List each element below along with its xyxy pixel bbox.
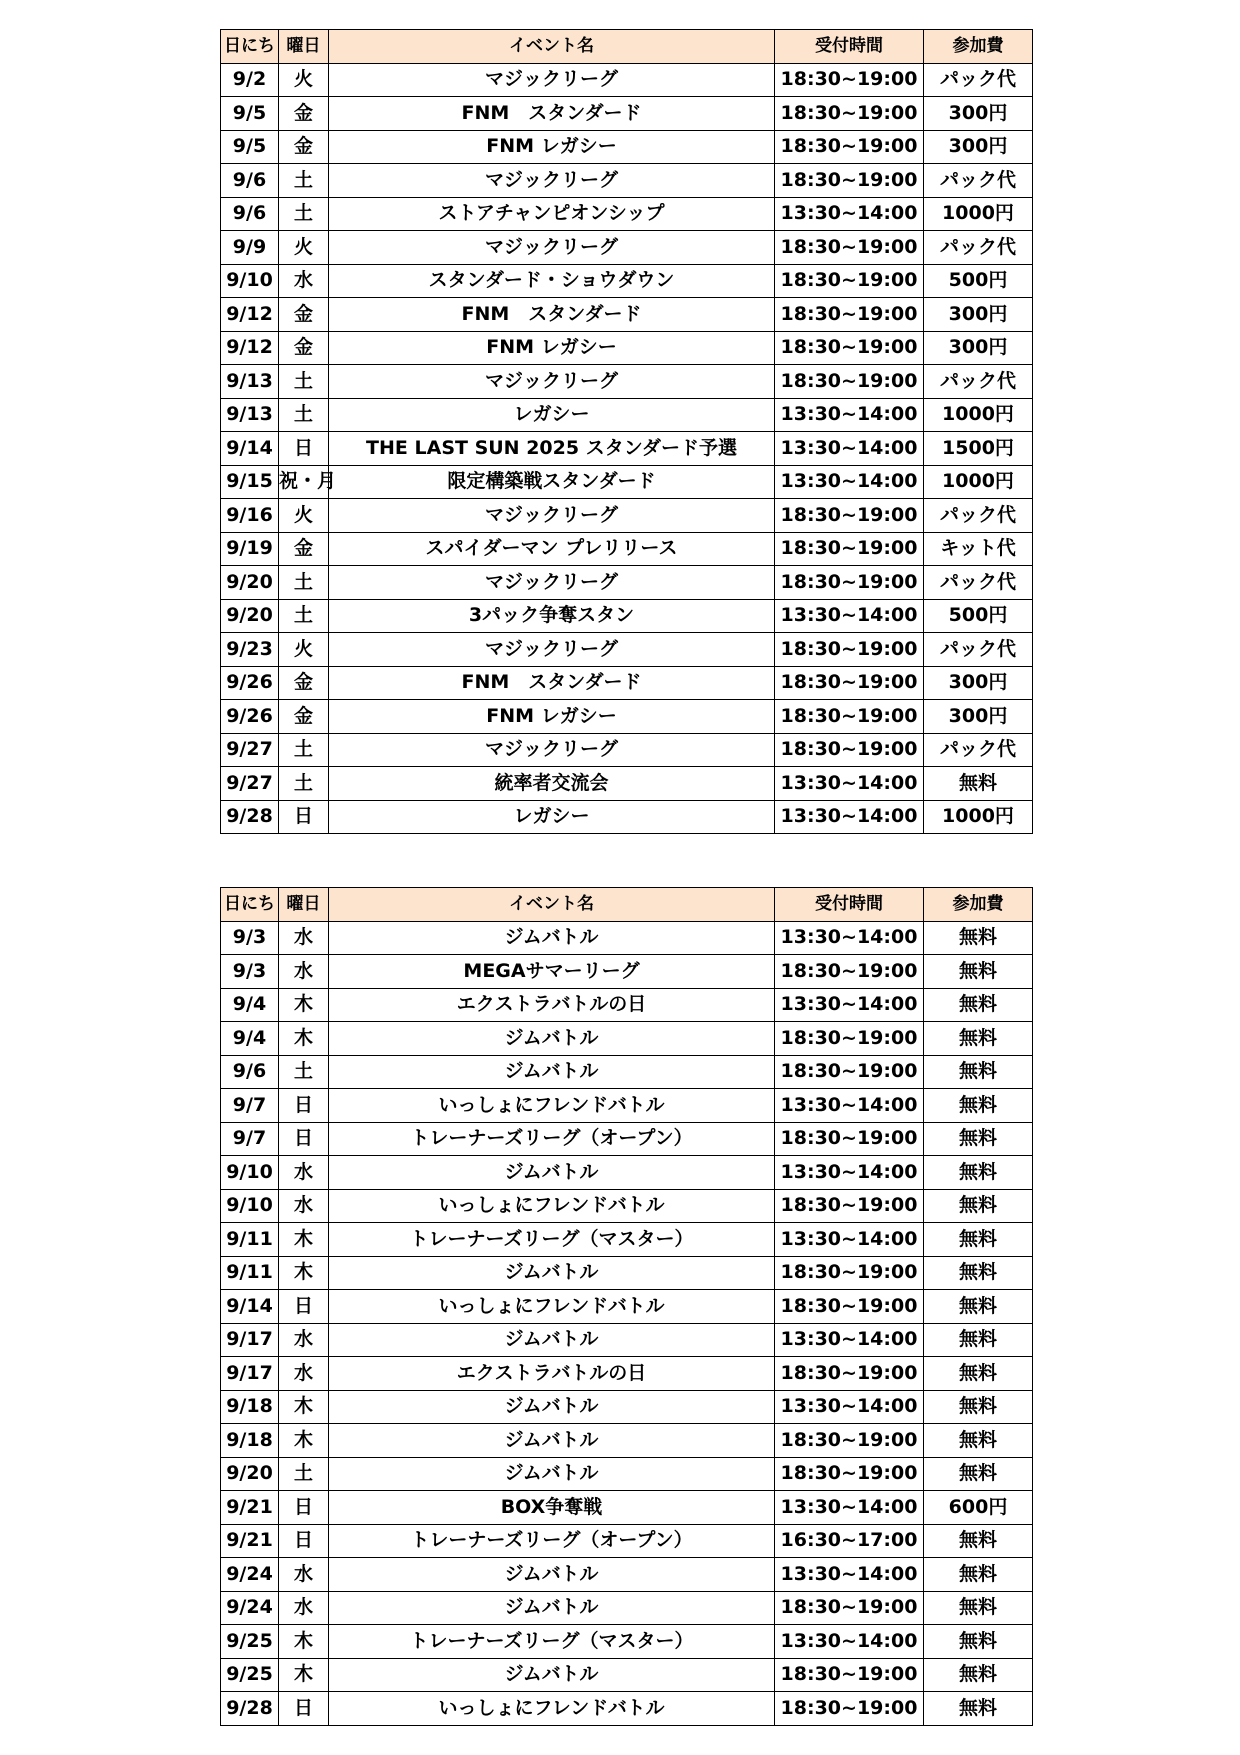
day-cell: 金 xyxy=(279,298,329,332)
event-name-cell: ジムバトル xyxy=(329,1558,775,1592)
day-cell: 木 xyxy=(279,1390,329,1424)
date-cell: 9/6 xyxy=(221,1055,279,1089)
fee-cell: 無料 xyxy=(924,1122,1033,1156)
table-row xyxy=(221,499,1033,533)
table-row xyxy=(221,1625,1033,1659)
table-row xyxy=(221,1424,1033,1458)
table-row xyxy=(221,331,1033,365)
date-cell: 9/4 xyxy=(221,1022,279,1056)
date-cell: 9/21 xyxy=(221,1524,279,1558)
event-name-cell: スタンダード・ショウダウン xyxy=(329,264,775,298)
fee-cell: 500円 xyxy=(924,599,1033,633)
table-row xyxy=(221,1223,1033,1257)
table-row xyxy=(221,1256,1033,1290)
day-cell: 土 xyxy=(279,767,329,801)
table-row xyxy=(221,1055,1033,1089)
reception-time-cell: 18:30~19:00 xyxy=(775,97,924,131)
table-row xyxy=(221,1524,1033,1558)
event-name-cell: ジムバトル xyxy=(329,1658,775,1692)
event-name-cell: ジムバトル xyxy=(329,1390,775,1424)
day-cell: 祝・月 xyxy=(279,465,329,499)
event-name-cell: FNM スタンダード xyxy=(329,666,775,700)
event-name-cell: FNM レガシー xyxy=(329,700,775,734)
reception-time-cell: 18:30~19:00 xyxy=(775,164,924,198)
date-cell: 9/27 xyxy=(221,767,279,801)
date-cell: 9/25 xyxy=(221,1658,279,1692)
fee-cell: 300円 xyxy=(924,700,1033,734)
date-cell: 9/28 xyxy=(221,1692,279,1726)
date-cell: 9/17 xyxy=(221,1323,279,1357)
fee-cell: 300円 xyxy=(924,331,1033,365)
fee-cell: パック代 xyxy=(924,63,1033,97)
day-cell: 火 xyxy=(279,633,329,667)
fee-cell: 無料 xyxy=(924,1591,1033,1625)
reception-time-cell: 18:30~19:00 xyxy=(775,666,924,700)
day-cell: 木 xyxy=(279,1658,329,1692)
fee-cell: 無料 xyxy=(924,1658,1033,1692)
reception-time-cell: 18:30~19:00 xyxy=(775,733,924,767)
reception-time-cell: 13:30~14:00 xyxy=(775,1390,924,1424)
header-day: 曜日 xyxy=(279,30,329,64)
table-body xyxy=(221,921,1033,1725)
event-name-cell: ジムバトル xyxy=(329,1256,775,1290)
date-cell: 9/4 xyxy=(221,988,279,1022)
event-name-cell: ジムバトル xyxy=(329,921,775,955)
date-cell: 9/27 xyxy=(221,733,279,767)
event-name-cell: スパイダーマン プレリリース xyxy=(329,532,775,566)
day-cell: 水 xyxy=(279,1558,329,1592)
header-time: 受付時間 xyxy=(775,888,924,922)
day-cell: 火 xyxy=(279,63,329,97)
event-name-cell: ジムバトル xyxy=(329,1591,775,1625)
event-name-cell: マジックリーグ xyxy=(329,633,775,667)
fee-cell: 無料 xyxy=(924,1022,1033,1056)
reception-time-cell: 13:30~14:00 xyxy=(775,465,924,499)
fee-cell: 無料 xyxy=(924,1357,1033,1391)
event-name-cell: トレーナーズリーグ（マスター） xyxy=(329,1625,775,1659)
table-row xyxy=(221,767,1033,801)
table-row xyxy=(221,1491,1033,1525)
event-name-cell: いっしょにフレンドバトル xyxy=(329,1089,775,1123)
reception-time-cell: 18:30~19:00 xyxy=(775,1692,924,1726)
date-cell: 9/26 xyxy=(221,666,279,700)
day-cell: 金 xyxy=(279,331,329,365)
fee-cell: 無料 xyxy=(924,1558,1033,1592)
reception-time-cell: 13:30~14:00 xyxy=(775,1156,924,1190)
date-cell: 9/16 xyxy=(221,499,279,533)
day-cell: 土 xyxy=(279,1457,329,1491)
date-cell: 9/9 xyxy=(221,231,279,265)
event-name-cell: ジムバトル xyxy=(329,1323,775,1357)
reception-time-cell: 18:30~19:00 xyxy=(775,955,924,989)
table-row xyxy=(221,633,1033,667)
reception-time-cell: 18:30~19:00 xyxy=(775,1256,924,1290)
fee-cell: 無料 xyxy=(924,767,1033,801)
event-name-cell: マジックリーグ xyxy=(329,63,775,97)
date-cell: 9/3 xyxy=(221,921,279,955)
fee-cell: パック代 xyxy=(924,231,1033,265)
table-row xyxy=(221,1658,1033,1692)
date-cell: 9/19 xyxy=(221,532,279,566)
event-name-cell: FNM レガシー xyxy=(329,331,775,365)
reception-time-cell: 13:30~14:00 xyxy=(775,800,924,834)
day-cell: 火 xyxy=(279,231,329,265)
reception-time-cell: 13:30~14:00 xyxy=(775,1323,924,1357)
reception-time-cell: 18:30~19:00 xyxy=(775,130,924,164)
event-name-cell: エクストラバトルの日 xyxy=(329,1357,775,1391)
reception-time-cell: 18:30~19:00 xyxy=(775,1290,924,1324)
date-cell: 9/18 xyxy=(221,1390,279,1424)
day-cell: 木 xyxy=(279,1625,329,1659)
reception-time-cell: 18:30~19:00 xyxy=(775,1189,924,1223)
reception-time-cell: 18:30~19:00 xyxy=(775,1357,924,1391)
day-cell: 水 xyxy=(279,1156,329,1190)
header-fee: 参加費 xyxy=(924,888,1033,922)
fee-cell: 無料 xyxy=(924,1390,1033,1424)
reception-time-cell: 13:30~14:00 xyxy=(775,432,924,466)
event-name-cell: マジックリーグ xyxy=(329,231,775,265)
event-name-cell: マジックリーグ xyxy=(329,733,775,767)
event-name-cell: BOX争奪戦 xyxy=(329,1491,775,1525)
reception-time-cell: 18:30~19:00 xyxy=(775,1658,924,1692)
fee-cell: 無料 xyxy=(924,1290,1033,1324)
day-cell: 日 xyxy=(279,1089,329,1123)
day-cell: 木 xyxy=(279,988,329,1022)
date-cell: 9/14 xyxy=(221,1290,279,1324)
fee-cell: 無料 xyxy=(924,921,1033,955)
fee-cell: 1000円 xyxy=(924,197,1033,231)
event-name-cell: いっしょにフレンドバトル xyxy=(329,1290,775,1324)
table-body xyxy=(221,63,1033,834)
day-cell: 水 xyxy=(279,955,329,989)
day-cell: 木 xyxy=(279,1424,329,1458)
date-cell: 9/11 xyxy=(221,1223,279,1257)
reception-time-cell: 18:30~19:00 xyxy=(775,231,924,265)
fee-cell: 無料 xyxy=(924,1156,1033,1190)
event-name-cell: トレーナーズリーグ（マスター） xyxy=(329,1223,775,1257)
day-cell: 日 xyxy=(279,800,329,834)
day-cell: 土 xyxy=(279,733,329,767)
fee-cell: 300円 xyxy=(924,666,1033,700)
table-row xyxy=(221,1558,1033,1592)
date-cell: 9/6 xyxy=(221,197,279,231)
event-name-cell: トレーナーズリーグ（オープン） xyxy=(329,1122,775,1156)
reception-time-cell: 13:30~14:00 xyxy=(775,1491,924,1525)
reception-time-cell: 18:30~19:00 xyxy=(775,566,924,600)
table-row xyxy=(221,398,1033,432)
event-name-cell: FNM スタンダード xyxy=(329,298,775,332)
day-cell: 水 xyxy=(279,1189,329,1223)
fee-cell: 600円 xyxy=(924,1491,1033,1525)
header-fee: 参加費 xyxy=(924,30,1033,64)
table-row xyxy=(221,1189,1033,1223)
date-cell: 9/28 xyxy=(221,800,279,834)
table-row xyxy=(221,666,1033,700)
day-cell: 金 xyxy=(279,130,329,164)
fee-cell: パック代 xyxy=(924,164,1033,198)
date-cell: 9/20 xyxy=(221,1457,279,1491)
fee-cell: 300円 xyxy=(924,130,1033,164)
date-cell: 9/13 xyxy=(221,398,279,432)
day-cell: 木 xyxy=(279,1256,329,1290)
reception-time-cell: 18:30~19:00 xyxy=(775,633,924,667)
day-cell: 金 xyxy=(279,532,329,566)
fee-cell: 300円 xyxy=(924,298,1033,332)
reception-time-cell: 13:30~14:00 xyxy=(775,1625,924,1659)
day-cell: 土 xyxy=(279,599,329,633)
date-cell: 9/12 xyxy=(221,298,279,332)
fee-cell: パック代 xyxy=(924,633,1033,667)
day-cell: 土 xyxy=(279,1055,329,1089)
table-row xyxy=(221,1022,1033,1056)
table-row xyxy=(221,264,1033,298)
date-cell: 9/14 xyxy=(221,432,279,466)
fee-cell: 無料 xyxy=(924,1424,1033,1458)
event-name-cell: マジックリーグ xyxy=(329,164,775,198)
fee-cell: 無料 xyxy=(924,1189,1033,1223)
table-row xyxy=(221,700,1033,734)
day-cell: 水 xyxy=(279,921,329,955)
table-row xyxy=(221,1122,1033,1156)
table-row xyxy=(221,733,1033,767)
fee-cell: 1000円 xyxy=(924,398,1033,432)
date-cell: 9/7 xyxy=(221,1122,279,1156)
reception-time-cell: 13:30~14:00 xyxy=(775,1089,924,1123)
date-cell: 9/24 xyxy=(221,1591,279,1625)
reception-time-cell: 18:30~19:00 xyxy=(775,1457,924,1491)
reception-time-cell: 18:30~19:00 xyxy=(775,1424,924,1458)
fee-cell: 無料 xyxy=(924,1524,1033,1558)
event-name-cell: ジムバトル xyxy=(329,1156,775,1190)
reception-time-cell: 13:30~14:00 xyxy=(775,197,924,231)
table-row xyxy=(221,97,1033,131)
header-time: 受付時間 xyxy=(775,30,924,64)
event-name-cell: マジックリーグ xyxy=(329,499,775,533)
reception-time-cell: 18:30~19:00 xyxy=(775,365,924,399)
fee-cell: 無料 xyxy=(924,1692,1033,1726)
header-event: イベント名 xyxy=(329,888,775,922)
day-cell: 水 xyxy=(279,1591,329,1625)
day-cell: 火 xyxy=(279,499,329,533)
date-cell: 9/3 xyxy=(221,955,279,989)
fee-cell: パック代 xyxy=(924,499,1033,533)
day-cell: 金 xyxy=(279,97,329,131)
day-cell: 金 xyxy=(279,666,329,700)
fee-cell: 無料 xyxy=(924,1457,1033,1491)
fee-cell: パック代 xyxy=(924,566,1033,600)
day-cell: 日 xyxy=(279,1692,329,1726)
event-name-cell: いっしょにフレンドバトル xyxy=(329,1189,775,1223)
fee-cell: 1000円 xyxy=(924,465,1033,499)
event-name-cell: マジックリーグ xyxy=(329,365,775,399)
day-cell: 日 xyxy=(279,1122,329,1156)
fee-cell: キット代 xyxy=(924,532,1033,566)
reception-time-cell: 18:30~19:00 xyxy=(775,1055,924,1089)
table-row xyxy=(221,566,1033,600)
fee-cell: 300円 xyxy=(924,97,1033,131)
event-name-cell: 3パック争奪スタン xyxy=(329,599,775,633)
table-row xyxy=(221,231,1033,265)
table-row xyxy=(221,365,1033,399)
table-row xyxy=(221,63,1033,97)
event-name-cell: ジムバトル xyxy=(329,1424,775,1458)
day-cell: 土 xyxy=(279,164,329,198)
fee-cell: 1000円 xyxy=(924,800,1033,834)
date-cell: 9/10 xyxy=(221,1189,279,1223)
day-cell: 木 xyxy=(279,1022,329,1056)
day-cell: 日 xyxy=(279,1290,329,1324)
event-name-cell: ストアチャンピオンシップ xyxy=(329,197,775,231)
table-row xyxy=(221,432,1033,466)
date-cell: 9/15 xyxy=(221,465,279,499)
event-name-cell: いっしょにフレンドバトル xyxy=(329,1692,775,1726)
date-cell: 9/12 xyxy=(221,331,279,365)
reception-time-cell: 18:30~19:00 xyxy=(775,264,924,298)
table-row xyxy=(221,164,1033,198)
table-row xyxy=(221,1290,1033,1324)
day-cell: 土 xyxy=(279,197,329,231)
reception-time-cell: 18:30~19:00 xyxy=(775,1022,924,1056)
date-cell: 9/26 xyxy=(221,700,279,734)
reception-time-cell: 18:30~19:00 xyxy=(775,1122,924,1156)
date-cell: 9/10 xyxy=(221,1156,279,1190)
fee-cell: 無料 xyxy=(924,955,1033,989)
table-row xyxy=(221,532,1033,566)
header-date: 日にち xyxy=(221,888,279,922)
reception-time-cell: 13:30~14:00 xyxy=(775,398,924,432)
day-cell: 水 xyxy=(279,1323,329,1357)
header-date: 日にち xyxy=(221,30,279,64)
event-name-cell: マジックリーグ xyxy=(329,566,775,600)
table-row xyxy=(221,800,1033,834)
table-row xyxy=(221,1591,1033,1625)
schedule-table-pokemon xyxy=(220,887,1033,1726)
date-cell: 9/24 xyxy=(221,1558,279,1592)
reception-time-cell: 13:30~14:00 xyxy=(775,921,924,955)
date-cell: 9/10 xyxy=(221,264,279,298)
day-cell: 日 xyxy=(279,1524,329,1558)
table-row xyxy=(221,1323,1033,1357)
reception-time-cell: 13:30~14:00 xyxy=(775,988,924,1022)
table-header-row xyxy=(221,30,1033,64)
date-cell: 9/21 xyxy=(221,1491,279,1525)
event-name-cell: 限定構築戦スタンダード xyxy=(329,465,775,499)
table-header-row xyxy=(221,888,1033,922)
date-cell: 9/7 xyxy=(221,1089,279,1123)
fee-cell: パック代 xyxy=(924,365,1033,399)
date-cell: 9/6 xyxy=(221,164,279,198)
schedule-table-mtg xyxy=(220,29,1033,834)
event-name-cell: FNM スタンダード xyxy=(329,97,775,131)
table-row xyxy=(221,1089,1033,1123)
date-cell: 9/25 xyxy=(221,1625,279,1659)
reception-time-cell: 13:30~14:00 xyxy=(775,1223,924,1257)
event-name-cell: MEGAサマーリーグ xyxy=(329,955,775,989)
table-row xyxy=(221,955,1033,989)
reception-time-cell: 18:30~19:00 xyxy=(775,298,924,332)
fee-cell: 無料 xyxy=(924,1323,1033,1357)
fee-cell: 500円 xyxy=(924,264,1033,298)
day-cell: 水 xyxy=(279,264,329,298)
reception-time-cell: 16:30~17:00 xyxy=(775,1524,924,1558)
event-name-cell: エクストラバトルの日 xyxy=(329,988,775,1022)
reception-time-cell: 18:30~19:00 xyxy=(775,499,924,533)
table-row xyxy=(221,1457,1033,1491)
event-name-cell: ジムバトル xyxy=(329,1457,775,1491)
table-row xyxy=(221,921,1033,955)
date-cell: 9/23 xyxy=(221,633,279,667)
fee-cell: 無料 xyxy=(924,1625,1033,1659)
day-cell: 水 xyxy=(279,1357,329,1391)
day-cell: 日 xyxy=(279,1491,329,1525)
table-row xyxy=(221,988,1033,1022)
date-cell: 9/20 xyxy=(221,599,279,633)
date-cell: 9/5 xyxy=(221,130,279,164)
fee-cell: 無料 xyxy=(924,1089,1033,1123)
fee-cell: 1500円 xyxy=(924,432,1033,466)
day-cell: 金 xyxy=(279,700,329,734)
date-cell: 9/2 xyxy=(221,63,279,97)
table-row xyxy=(221,1357,1033,1391)
reception-time-cell: 18:30~19:00 xyxy=(775,1591,924,1625)
fee-cell: 無料 xyxy=(924,1055,1033,1089)
reception-time-cell: 18:30~19:00 xyxy=(775,700,924,734)
day-cell: 土 xyxy=(279,566,329,600)
date-cell: 9/17 xyxy=(221,1357,279,1391)
event-name-cell: FNM レガシー xyxy=(329,130,775,164)
event-name-cell: トレーナーズリーグ（オープン） xyxy=(329,1524,775,1558)
header-day: 曜日 xyxy=(279,888,329,922)
reception-time-cell: 13:30~14:00 xyxy=(775,599,924,633)
day-cell: 土 xyxy=(279,398,329,432)
reception-time-cell: 13:30~14:00 xyxy=(775,1558,924,1592)
fee-cell: 無料 xyxy=(924,988,1033,1022)
header-event: イベント名 xyxy=(329,30,775,64)
reception-time-cell: 13:30~14:00 xyxy=(775,767,924,801)
table-row xyxy=(221,197,1033,231)
event-name-cell: 統率者交流会 xyxy=(329,767,775,801)
event-name-cell: レガシー xyxy=(329,800,775,834)
date-cell: 9/5 xyxy=(221,97,279,131)
reception-time-cell: 18:30~19:00 xyxy=(775,532,924,566)
fee-cell: 無料 xyxy=(924,1256,1033,1290)
event-name-cell: THE LAST SUN 2025 スタンダード予選 xyxy=(329,432,775,466)
day-cell: 木 xyxy=(279,1223,329,1257)
table-row xyxy=(221,1692,1033,1726)
date-cell: 9/11 xyxy=(221,1256,279,1290)
fee-cell: 無料 xyxy=(924,1223,1033,1257)
event-name-cell: レガシー xyxy=(329,398,775,432)
event-name-cell: ジムバトル xyxy=(329,1022,775,1056)
table-row xyxy=(221,599,1033,633)
reception-time-cell: 18:30~19:00 xyxy=(775,63,924,97)
fee-cell: パック代 xyxy=(924,733,1033,767)
table-row xyxy=(221,298,1033,332)
date-cell: 9/13 xyxy=(221,365,279,399)
table-row xyxy=(221,130,1033,164)
event-name-cell: ジムバトル xyxy=(329,1055,775,1089)
day-cell: 土 xyxy=(279,365,329,399)
table-row xyxy=(221,1156,1033,1190)
date-cell: 9/18 xyxy=(221,1424,279,1458)
date-cell: 9/20 xyxy=(221,566,279,600)
table-row xyxy=(221,1390,1033,1424)
table-row xyxy=(221,465,1033,499)
day-cell: 日 xyxy=(279,432,329,466)
reception-time-cell: 18:30~19:00 xyxy=(775,331,924,365)
